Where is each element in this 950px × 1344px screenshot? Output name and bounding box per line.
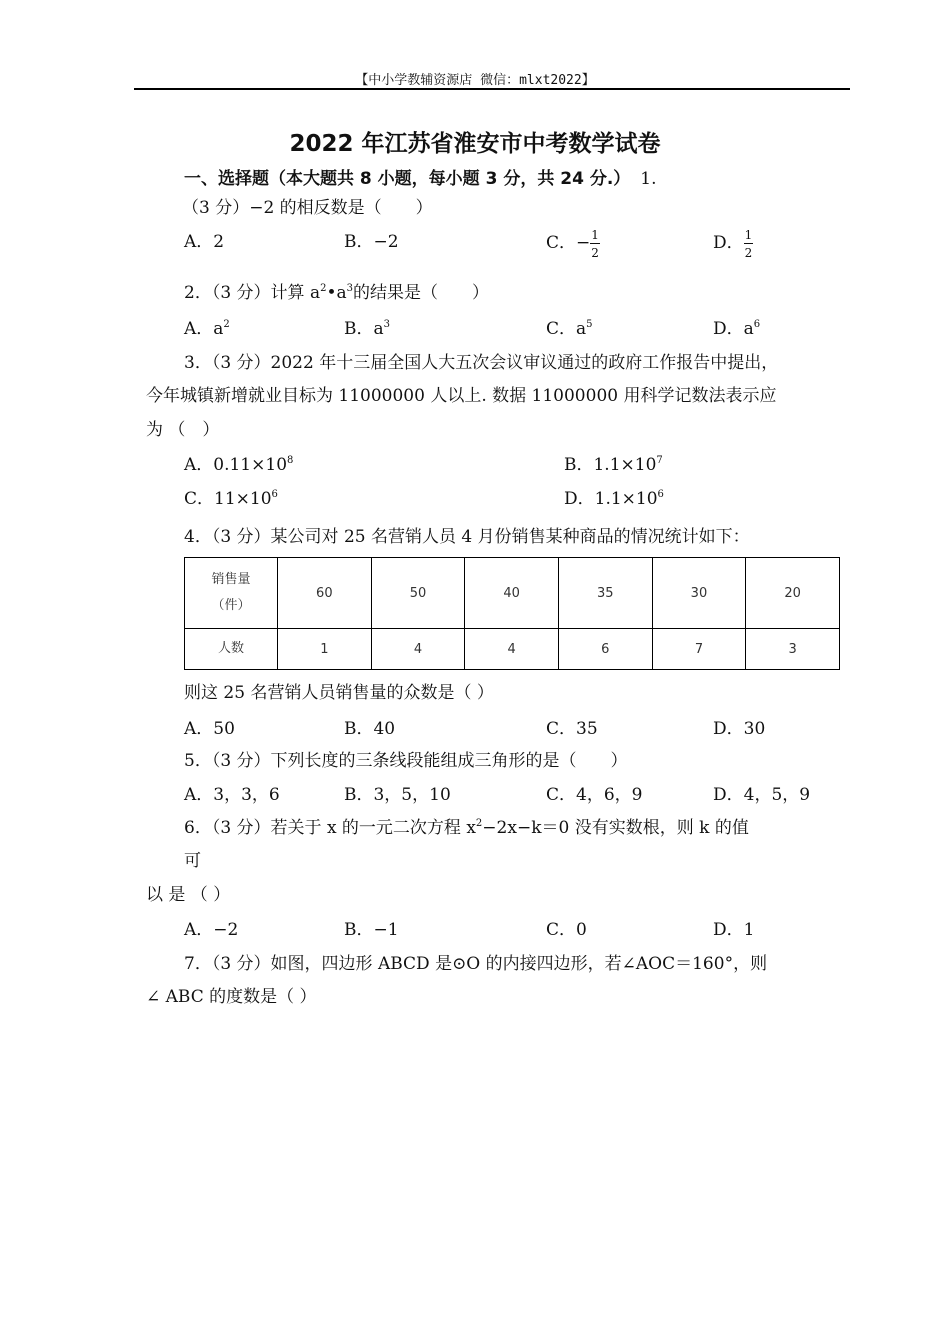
table-cell: 3: [746, 629, 840, 670]
q1-option-c-numerator: 1: [591, 227, 599, 242]
q2-stem-start: 2．（3 分）计算 a: [184, 283, 321, 303]
question-6-line-2: 可: [184, 851, 201, 871]
q2-option-d-base: D．a: [713, 319, 754, 339]
q1-option-d-prefix: D．: [713, 233, 744, 253]
question-1-number: 1.: [640, 169, 657, 189]
table-cell: 4: [371, 629, 465, 670]
q2-exponent-2: 3: [346, 283, 353, 294]
q1-option-c-fraction: [590, 229, 600, 259]
q3-option-d-exponent: 6: [657, 489, 664, 500]
sales-table: [184, 557, 840, 670]
q4-option-b: B．40: [344, 719, 396, 739]
q4-option-c: C．35: [546, 719, 598, 739]
table-header-sales-volume-line-2: （件）: [211, 598, 251, 613]
section-heading-text: 一、选择题（本大题共 8 小题，每小题 3 分，共 24 分.）: [184, 169, 631, 189]
table-header-sales-volume-line-1: 销售量: [211, 572, 251, 587]
q2-stem-end: 的结果是（ ）: [353, 283, 489, 303]
question-4-stem: 4．（3 分）某公司对 25 名营销人员 4 月份销售某种商品的情况统计如下：: [184, 527, 750, 547]
table-cell: 4: [465, 629, 559, 670]
question-7-line-1: 7．（3 分）如图，四边形 ABCD 是⊙O 的内接四边形，若∠AOC＝160°，则: [184, 954, 768, 974]
q1-option-a: A．2: [184, 232, 225, 252]
q2-option-a: [184, 320, 230, 338]
question-5-stem: 5．（3 分）下列长度的三条线段能组成三角形的是（ ）: [184, 751, 628, 771]
section-heading: [184, 171, 657, 188]
q1-option-c: [546, 222, 600, 264]
page-title: 2022 年江苏省淮安市中考数学试卷: [289, 131, 661, 157]
table-cell: 35: [558, 558, 652, 629]
q3-option-b-exponent: 7: [656, 455, 663, 466]
question-1-stem: （3 分）−2 的相反数是（ ）: [182, 198, 433, 218]
question-3-line-2: 今年城镇新增就业目标为 11000000 人以上. 数据 11000000 用科学记数法表示应: [146, 386, 777, 406]
q2-option-c-exponent: 5: [586, 319, 593, 330]
q6-exponent: 2: [475, 818, 483, 829]
question-2-stem: [184, 284, 489, 302]
q3-option-c: [184, 490, 278, 508]
question-6-line-3: 以 是 （ ）: [146, 885, 231, 905]
q3-option-c-exponent: 6: [271, 489, 278, 500]
q5-option-d: D．4，5，9: [713, 785, 811, 805]
q2-option-b-base: B．a: [344, 319, 384, 339]
question-6-stem: [184, 819, 749, 837]
q3-option-b: [564, 456, 663, 474]
q2-stem-dot: •a: [326, 283, 347, 303]
table-cell: 50: [371, 558, 465, 629]
q1-option-d-fraction: [744, 229, 754, 259]
q5-option-b: B．3，5，10: [344, 785, 451, 805]
q6-stem-end: −2x−k＝0 没有实数根，则 k 的值: [482, 818, 749, 838]
header-divider: [134, 88, 850, 90]
q6-option-c: C．0: [546, 920, 587, 940]
table-cell: 1: [278, 629, 372, 670]
q5-option-c: C．4，6，9: [546, 785, 643, 805]
table-row-sales-volume: [185, 558, 840, 629]
q2-option-a-exponent: 2: [223, 319, 230, 330]
q6-option-a: A．−2: [184, 920, 239, 940]
q3-option-c-base: C．11×10: [184, 489, 272, 509]
q3-option-a: [184, 456, 293, 474]
q5-option-a: A．3，3，6: [184, 785, 280, 805]
table-cell: 7: [652, 629, 746, 670]
header-text: 【中小学教辅资源店 微信：mlxt2022】: [355, 73, 595, 88]
q1-option-d-denominator: 2: [744, 245, 753, 260]
table-row-people-count: [185, 629, 840, 670]
table-cell: 60: [278, 558, 372, 629]
q2-option-d: [713, 320, 760, 338]
q6-option-d: D．1: [713, 920, 755, 940]
table-cell: 6: [558, 629, 652, 670]
q4-option-d: D．30: [713, 719, 766, 739]
q2-option-c: [546, 320, 593, 338]
q3-option-a-base: A．0.11×10: [184, 455, 288, 475]
q6-option-b: B．−1: [344, 920, 399, 940]
q3-option-b-base: B．1.1×10: [564, 455, 657, 475]
q2-exponent-1: 2: [320, 283, 327, 294]
q2-option-b-exponent: 3: [383, 319, 391, 330]
q3-option-d: [564, 490, 664, 508]
q1-option-c-denominator: 2: [591, 245, 599, 260]
q3-option-d-base: D．1.1×10: [564, 489, 658, 509]
q1-option-b: B．−2: [344, 232, 399, 252]
q6-stem-start: 6．（3 分）若关于 x 的一元二次方程 x: [184, 818, 476, 838]
question-4-followup: 则这 25 名营销人员销售量的众数是（ ）: [184, 683, 494, 703]
q1-option-c-prefix: C．−: [546, 233, 591, 253]
q3-option-a-exponent: 8: [287, 455, 294, 466]
question-7-line-2: ∠ ABC 的度数是（ ）: [146, 987, 317, 1007]
q2-option-c-base: C．a: [546, 319, 587, 339]
q1-option-d: [713, 222, 753, 264]
q2-option-a-base: A．a: [184, 319, 224, 339]
table-cell: 20: [746, 558, 840, 629]
table-cell: 40: [465, 558, 559, 629]
q2-option-b: [344, 320, 390, 338]
q2-option-d-exponent: 6: [753, 319, 761, 330]
question-3-line-1: 3．（3 分）2022 年十三届全国人大五次会议审议通过的政府工作报告中提出，: [184, 353, 779, 373]
table-cell: 30: [652, 558, 746, 629]
q1-option-d-numerator: 1: [744, 227, 753, 242]
q4-option-a: A．50: [184, 719, 235, 739]
table-header-people-count: 人数: [185, 629, 278, 670]
question-3-line-3: 为 （ ）: [146, 420, 220, 440]
table-header-sales-volume: [185, 558, 278, 629]
